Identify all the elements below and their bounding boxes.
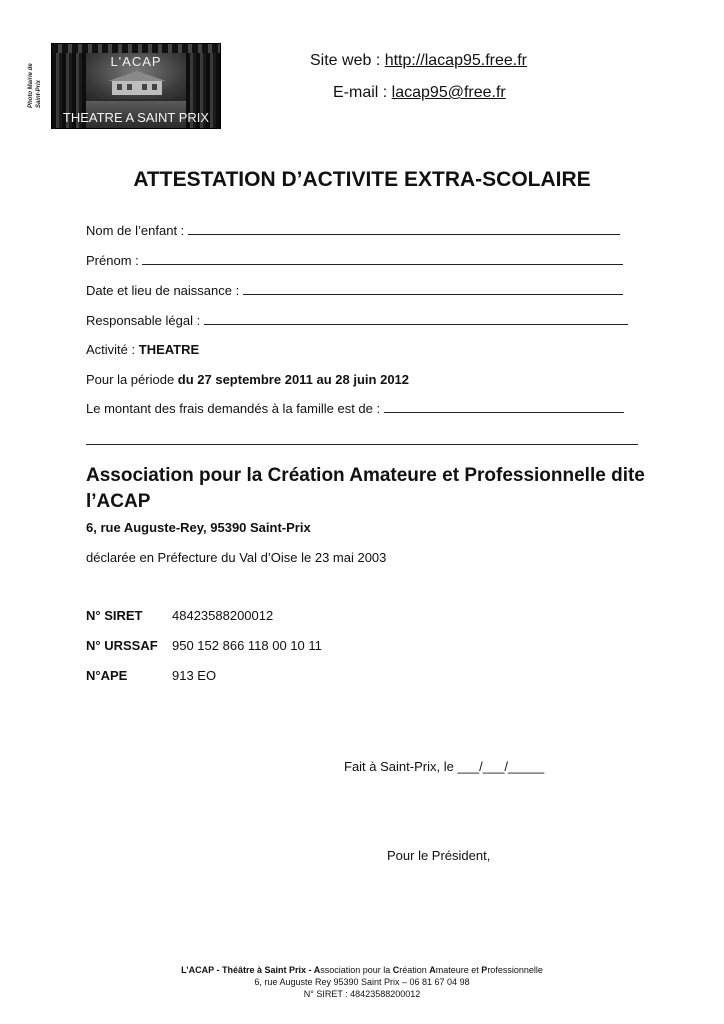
footer-line-1 bbox=[0, 964, 724, 976]
child-name-label: Nom de l’enfant : bbox=[86, 223, 188, 238]
guardian-row bbox=[86, 313, 628, 328]
acap-logo bbox=[51, 43, 221, 129]
first-name-label: Prénom : bbox=[86, 253, 143, 268]
email-label: E-mail : bbox=[333, 84, 392, 101]
logo-valance bbox=[52, 44, 220, 53]
photo-credit-text: Photo Mairie de bbox=[28, 63, 34, 108]
email-line bbox=[333, 84, 506, 102]
footer-line-3: N° SIRET : 48423588200012 bbox=[303, 989, 421, 999]
birth-label: Date et lieu de naissance : bbox=[86, 283, 243, 298]
site-line bbox=[310, 52, 527, 70]
registration-row bbox=[86, 668, 216, 683]
child-name-row bbox=[86, 223, 620, 238]
registration-value: 913 EO bbox=[172, 668, 217, 683]
photo-credit bbox=[14, 56, 54, 112]
activity-value: THEATRE bbox=[138, 342, 200, 357]
period-row bbox=[86, 372, 409, 387]
footer-brand: L’ACAP - Théâtre à Saint Prix - bbox=[181, 965, 314, 975]
fees-row bbox=[86, 401, 624, 416]
footer-word: réation bbox=[399, 965, 430, 975]
registration-value: 950 152 866 118 00 10 11 bbox=[172, 638, 322, 653]
president-signature: Pour le Président, bbox=[387, 848, 491, 863]
footer-initial: A bbox=[313, 965, 321, 975]
logo-title: L'ACAP bbox=[110, 54, 162, 69]
registration-value: 48423588200012 bbox=[172, 608, 274, 623]
registration-row bbox=[86, 638, 322, 653]
footer-initial: P bbox=[481, 965, 488, 975]
house-icon bbox=[108, 71, 166, 95]
association-name: Association pour la Création Amateure et Professionnelle dite l’ACAP bbox=[86, 465, 645, 512]
first-name-row bbox=[86, 253, 623, 268]
registration-key: N° URSSAF bbox=[86, 638, 158, 653]
registration-key: N°APE bbox=[86, 668, 128, 683]
first-name-blank[interactable] bbox=[142, 253, 623, 265]
guardian-blank[interactable] bbox=[204, 313, 628, 325]
activity-row bbox=[86, 342, 199, 357]
registration-key: N° SIRET bbox=[86, 608, 143, 623]
footer-initial: A bbox=[429, 965, 436, 975]
footer-word: ssociation pour la bbox=[320, 965, 393, 975]
footer-word: rofessionnelle bbox=[487, 965, 543, 975]
footer-initial: C bbox=[392, 965, 400, 975]
fees-blank[interactable] bbox=[384, 401, 624, 413]
child-name-blank[interactable] bbox=[188, 223, 620, 235]
page-title: ATTESTATION D’ACTIVITE EXTRA-SCOLAIRE bbox=[133, 168, 591, 191]
activity-label: Activité : bbox=[86, 342, 139, 357]
association-address: 6, rue Auguste-Rey, 95390 Saint-Prix bbox=[86, 520, 311, 535]
fees-label: Le montant des frais demandés à la famille est de : bbox=[86, 401, 384, 416]
association-declared: déclarée en Préfecture du Val d’Oise le 23 mai 2003 bbox=[86, 550, 387, 565]
period-label: Pour la période bbox=[86, 372, 178, 387]
place-date: Fait à Saint-Prix, le ___/___/_____ bbox=[344, 759, 545, 774]
email-link[interactable]: lacap95@free.fr bbox=[391, 84, 506, 101]
footer-line-2: 6, rue Auguste Rey 95390 Saint Prix – 06 81 67 04 98 bbox=[254, 977, 470, 987]
period-value: du 27 septembre 2011 au 28 juin 2012 bbox=[177, 372, 410, 387]
photo-credit-text-2: Saint-Prix bbox=[36, 79, 42, 108]
site-label: Site web : bbox=[310, 52, 385, 69]
birth-row bbox=[86, 283, 623, 298]
logo-banner: THEATRE A SAINT PRIX bbox=[62, 110, 210, 125]
site-link[interactable]: http://lacap95.free.fr bbox=[384, 52, 528, 69]
registration-row bbox=[86, 608, 273, 623]
footer-word: mateure et bbox=[435, 965, 482, 975]
birth-blank[interactable] bbox=[243, 283, 623, 295]
separator-line bbox=[86, 444, 638, 445]
guardian-label: Responsable légal : bbox=[86, 313, 204, 328]
footer bbox=[0, 964, 724, 1000]
